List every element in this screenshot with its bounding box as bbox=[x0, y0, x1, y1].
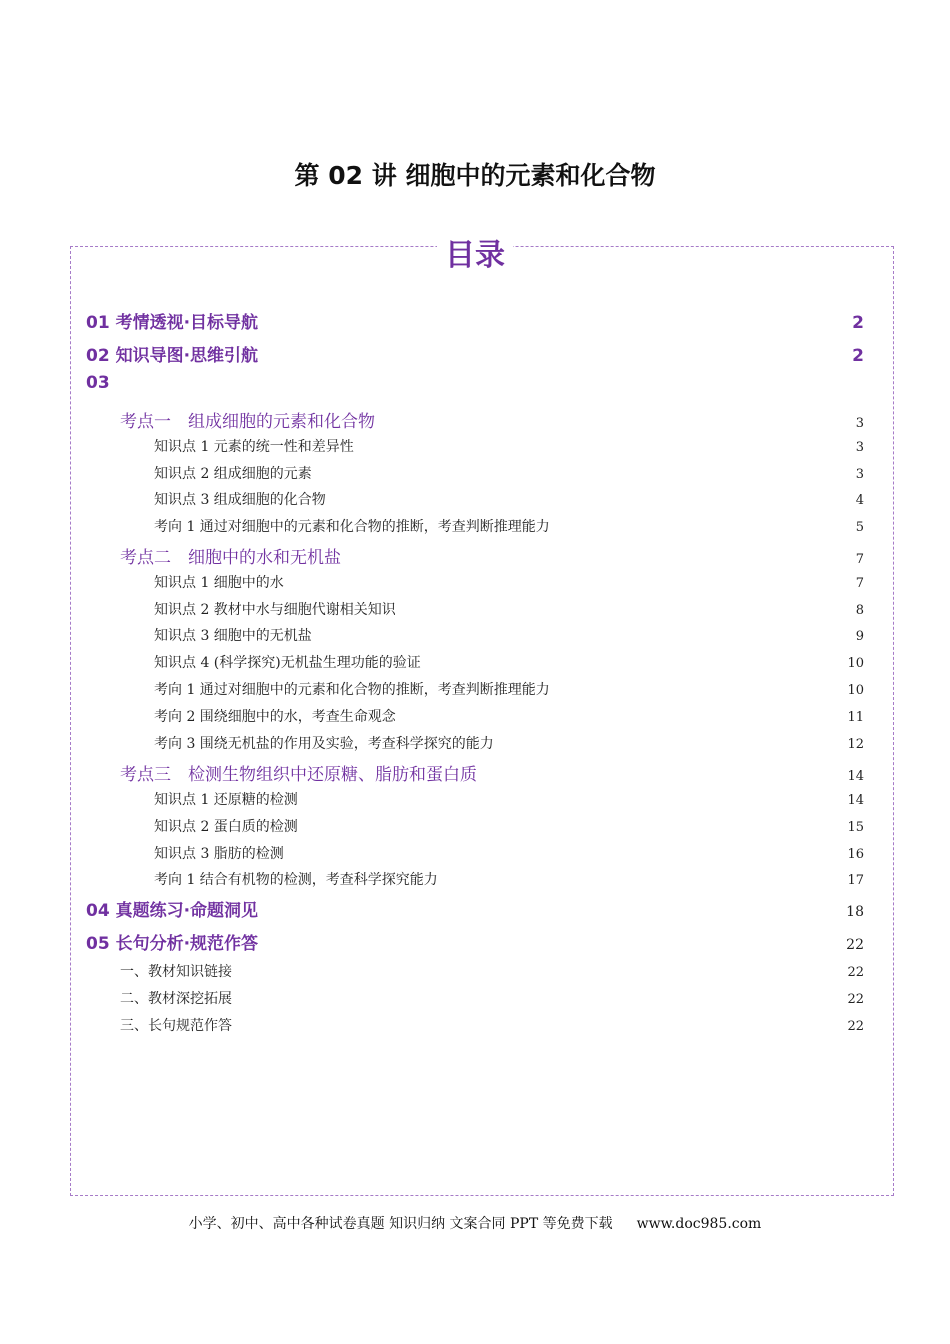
toc-item-label: 知识点 1 还原糖的检测 bbox=[154, 792, 298, 808]
toc-page-number: 22 bbox=[846, 937, 864, 953]
toc-page-number: 9 bbox=[855, 629, 864, 644]
toc-section-label: 01 考情透视·目标导航 bbox=[86, 313, 259, 333]
toc-item-label: 考向 1 结合有机物的检测，考查科学探究能力 bbox=[154, 872, 438, 888]
toc-item-label: 知识点 4 (科学探究)无机盐生理功能的验证 bbox=[154, 655, 421, 671]
toc-section-02[interactable] bbox=[86, 341, 864, 367]
toc-page-number: 22 bbox=[847, 992, 864, 1007]
toc-page-number: 14 bbox=[847, 769, 864, 784]
toc-page-number: 22 bbox=[847, 965, 864, 980]
toc-item-label: 知识点 2 蛋白质的检测 bbox=[154, 819, 298, 835]
toc-item[interactable] bbox=[154, 816, 864, 838]
toc-section-label: 04 真题练习·命题洞见 bbox=[86, 901, 259, 921]
toc-item[interactable] bbox=[154, 843, 864, 865]
toc-kaodian-label: 考点三 检测生物组织中还原糖、脂肪和蛋白质 bbox=[120, 765, 477, 785]
toc-item-label: 知识点 2 教材中水与细胞代谢相关知识 bbox=[154, 602, 396, 618]
toc-section-label: 03 bbox=[86, 373, 110, 393]
toc-page-number: 2 bbox=[852, 346, 864, 366]
toc-item-label: 考向 2 围绕细胞中的水，考查生命观念 bbox=[154, 709, 396, 725]
toc-section-04[interactable] bbox=[86, 896, 864, 922]
toc-page-number: 11 bbox=[847, 710, 864, 725]
toc-item[interactable] bbox=[154, 869, 864, 891]
toc-item[interactable] bbox=[154, 625, 864, 647]
toc-kaodian-1[interactable] bbox=[120, 407, 864, 431]
toc-item[interactable] bbox=[154, 599, 864, 621]
toc-page-number: 12 bbox=[847, 737, 864, 752]
toc-page-number: 7 bbox=[855, 576, 864, 591]
toc-page-number: 15 bbox=[847, 820, 864, 835]
toc-item[interactable] bbox=[154, 652, 864, 674]
toc-page-number: 3 bbox=[855, 440, 864, 455]
toc-item[interactable] bbox=[154, 572, 864, 594]
toc-section-label: 02 知识导图·思维引航 bbox=[86, 346, 259, 366]
toc-page-number: 3 bbox=[855, 416, 864, 431]
toc-page-number: 22 bbox=[847, 1019, 864, 1034]
toc-item[interactable] bbox=[154, 489, 864, 511]
toc-page-number: 8 bbox=[855, 603, 864, 618]
toc-item[interactable] bbox=[154, 789, 864, 811]
toc-kaodian-3[interactable] bbox=[120, 760, 864, 784]
toc-page-number: 14 bbox=[847, 793, 864, 808]
toc-heading bbox=[0, 230, 950, 274]
toc-item-label: 知识点 1 细胞中的水 bbox=[154, 575, 284, 591]
toc-kaodian-label: 考点二 细胞中的水和无机盐 bbox=[120, 548, 341, 568]
toc-page-number: 4 bbox=[855, 493, 864, 508]
toc-item[interactable] bbox=[154, 436, 864, 458]
toc-item-label: 知识点 1 元素的统一性和差异性 bbox=[154, 439, 354, 455]
toc-heading-text: 目录 bbox=[437, 238, 513, 273]
page-footer bbox=[0, 1213, 950, 1233]
toc-page-number: 18 bbox=[846, 904, 864, 920]
toc-item-label: 考向 1 通过对细胞中的元素和化合物的推断，考查判断推理能力 bbox=[154, 682, 550, 698]
toc-section-label: 05 长句分析·规范作答 bbox=[86, 934, 259, 954]
toc-page-number: 10 bbox=[847, 656, 864, 671]
toc-item[interactable] bbox=[154, 733, 864, 755]
toc-item[interactable] bbox=[154, 706, 864, 728]
toc-item-label: 知识点 2 组成细胞的元素 bbox=[154, 466, 312, 482]
toc-page-number: 17 bbox=[847, 873, 864, 888]
document-title: 第 02 讲 细胞中的元素和化合物 bbox=[294, 161, 656, 190]
toc-section-05[interactable] bbox=[86, 929, 864, 955]
toc-item-label: 一、教材知识链接 bbox=[120, 964, 232, 980]
toc-kaodian-label: 考点一 组成细胞的元素和化合物 bbox=[120, 412, 375, 432]
toc-item[interactable] bbox=[120, 1015, 864, 1037]
toc-item-label: 知识点 3 组成细胞的化合物 bbox=[154, 492, 326, 508]
toc-item[interactable] bbox=[154, 463, 864, 485]
toc-kaodian-2[interactable] bbox=[120, 543, 864, 567]
toc-item[interactable] bbox=[154, 679, 864, 701]
toc-item[interactable] bbox=[154, 516, 864, 538]
footer-text: 小学、初中、高中各种试卷真题 知识归纳 文案合同 PPT 等免费下载 bbox=[188, 1216, 613, 1232]
toc-section-01[interactable] bbox=[86, 308, 864, 334]
toc-item-label: 二、教材深挖拓展 bbox=[120, 991, 232, 1007]
toc-page-number: 16 bbox=[847, 847, 864, 862]
toc-item-label: 三、长句规范作答 bbox=[120, 1018, 232, 1034]
footer-site-link[interactable]: www.doc985.com bbox=[636, 1216, 762, 1232]
toc-item[interactable] bbox=[120, 988, 864, 1010]
toc-page-number: 7 bbox=[855, 552, 864, 567]
toc-item-label: 知识点 3 细胞中的无机盐 bbox=[154, 628, 312, 644]
toc-page-number: 3 bbox=[855, 467, 864, 482]
toc-page-number: 2 bbox=[852, 313, 864, 333]
toc-item-label: 考向 3 围绕无机盐的作用及实验，考查科学探究的能力 bbox=[154, 736, 494, 752]
toc-page-number: 10 bbox=[847, 683, 864, 698]
toc-page-number: 5 bbox=[855, 520, 864, 535]
toc-item[interactable] bbox=[120, 961, 864, 983]
toc-section-03[interactable] bbox=[86, 373, 864, 399]
toc-item-label: 考向 1 通过对细胞中的元素和化合物的推断，考查判断推理能力 bbox=[154, 519, 550, 535]
toc-item-label: 知识点 3 脂肪的检测 bbox=[154, 846, 284, 862]
